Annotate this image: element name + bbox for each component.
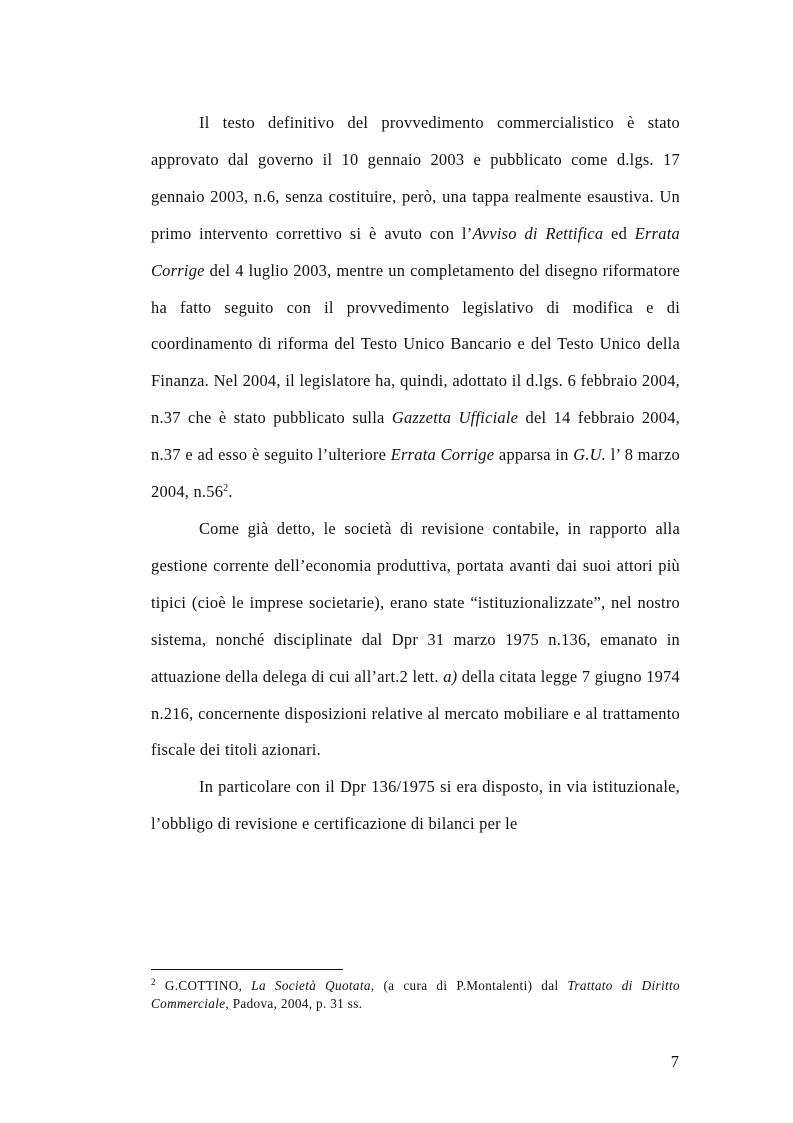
italic-run: La Società Quotata, (251, 978, 375, 993)
text-run: del 14 febbraio 2004, n.37 e ad esso è seguito l’ulteriore (151, 408, 680, 465)
italic-run: Gazzetta Ufficiale (391, 408, 519, 428)
body-text (151, 105, 680, 843)
text-run: G.COTTINO, (155, 978, 252, 993)
text-run: apparsa in (494, 445, 574, 465)
text-run: Come già detto, le società di revisione contabile, in rapporto alla gestione corrente dell’economia produttiva, portata avanti dai suoi attori più tipici (cioè le imprese societarie), erano state “istituzionalizzate”, nel nostro sistema, nonché disciplinate dal Dpr 31 marzo 1975 n.136, emanato in attuazione della delega di cui all’art.2 lett. (151, 518, 680, 686)
paragraph-2 (151, 511, 680, 769)
footnote-marker: 2 (151, 977, 156, 987)
italic-run: Avviso di Rettifica (472, 223, 604, 243)
page-number: 7 (670, 1052, 679, 1071)
text-run: , Padova, 2004, p. 31 ss. (225, 996, 363, 1011)
text-run: . (228, 482, 233, 502)
text-run: l’ 8 marzo 2004, n.56 (151, 445, 680, 502)
italic-run: G.U. (573, 445, 607, 465)
paragraph-3 (151, 769, 680, 843)
italic-run: a) (443, 666, 458, 686)
footnote-separator (151, 969, 343, 970)
text-run: In particolare con il Dpr 136/1975 si era disposto, in via istituzionale, l’obbligo di revisione e certificazione di bilanci per le (151, 777, 680, 834)
footnote-reference[interactable]: 2 (223, 483, 229, 495)
text-run: del 4 luglio 2003, mentre un completamento del disegno riformatore ha fatto seguito con il provvedimento legislativo di modifica e di coordinamento di riforma del Testo Unico Bancario e del Testo Unico della Finanza. Nel 2004, il legislatore ha, quindi, adottato il d.lgs. 6 febbraio 2004, n.37 che è stato pubblicato sulla (151, 260, 680, 428)
footnote (151, 977, 680, 1013)
paragraph-1 (151, 105, 680, 511)
text-run: Il testo definitivo del provvedimento commercialistico è stato approvato dal governo il 10 gennaio 2003 e pubblicato come d.lgs. 17 gennaio 2003, n.6, senza costituire, però, una tappa realmente esaustiva. Un primo intervento correttivo si è avuto con l’ (151, 113, 680, 243)
text-run: ed (603, 223, 635, 243)
italic-run: Errata Corrige (151, 223, 680, 280)
italic-run: Trattato di Diritto Commerciale (151, 978, 681, 1011)
italic-run: Errata Corrige (390, 445, 495, 465)
text-run: della citata legge 7 giugno 1974 n.216, concernente disposizioni relative al mercato mobiliare e al trattamento fiscale dei titoli azionari. (151, 666, 680, 760)
text-run: (a cura di P.Montalenti) dal (374, 978, 568, 993)
